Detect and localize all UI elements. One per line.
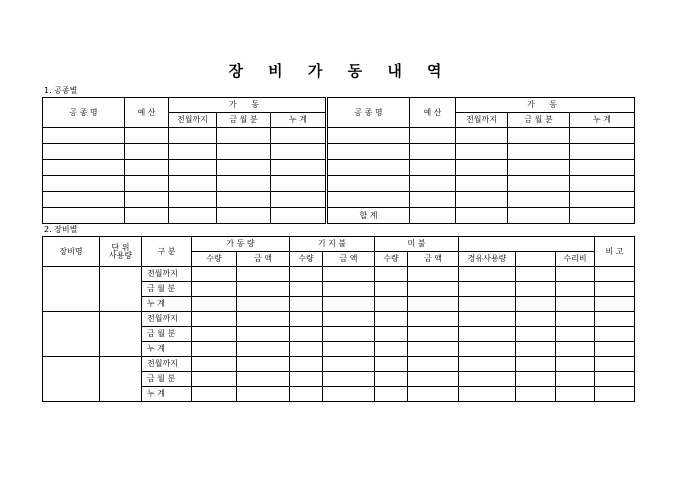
table-row [43,312,635,327]
row-month: 금 월 분 [142,282,192,297]
col-category: 구 분 [142,237,192,267]
row-total: 누 계 [142,297,192,312]
sub-qty: 수량 [290,252,323,267]
col-unit-usage: 단 위 사용량 [100,237,142,267]
table-row [43,357,635,372]
sub-repair: 수리비 [556,252,595,267]
col-unpaid: 미 불 [375,237,459,252]
sub-qty: 수량 [375,252,408,267]
work-type-table [42,97,635,224]
row-month: 금 월 분 [142,372,192,387]
col-work-name: 공 종 명 [43,98,125,128]
sub-prev-right: 전월까지 [456,113,508,128]
section2-label: 2. 장비별 [44,225,78,234]
sub-amount: 금 액 [408,252,459,267]
row-prev: 전월까지 [142,312,192,327]
table-row [43,160,635,176]
sub-total-right: 누 계 [570,113,635,128]
col-work-name-right: 공 종 명 [327,98,410,128]
table-row [43,128,635,144]
col-operation: 가 동 [169,98,327,113]
col-budget-right: 예 산 [410,98,456,128]
sub-total: 누 계 [271,113,327,128]
row-total: 누 계 [142,387,192,402]
col-operation-amount: 가 동 량 [192,237,290,252]
sub-month: 금 월 분 [217,113,271,128]
sub-amount: 금 액 [237,252,290,267]
total-label: 합 계 [327,208,410,224]
section1-label: 1. 공종별 [44,86,78,95]
sub-amount: 금 액 [323,252,375,267]
equipment-table [42,236,635,402]
col-standby: 기 지 불 [290,237,375,252]
row-prev: 전월까지 [142,357,192,372]
sub-qty: 수량 [192,252,237,267]
page-title: 장 비 가 동 내 역 [228,62,452,80]
table-row [43,267,635,282]
row-prev: 전월까지 [142,267,192,282]
row-month: 금 월 분 [142,327,192,342]
table-row [43,192,635,208]
table-row [43,208,635,224]
sub-month-right: 금 월 분 [508,113,570,128]
col-equip-name: 장비명 [43,237,100,267]
row-total: 누 계 [142,342,192,357]
col-budget: 예 산 [125,98,169,128]
table-row [43,176,635,192]
col-operation-right: 가 동 [456,98,635,113]
sub-fuel: 경유사용량 [459,252,516,267]
table-row [43,144,635,160]
sub-prev: 전월까지 [169,113,217,128]
col-remark: 비 고 [595,237,635,267]
